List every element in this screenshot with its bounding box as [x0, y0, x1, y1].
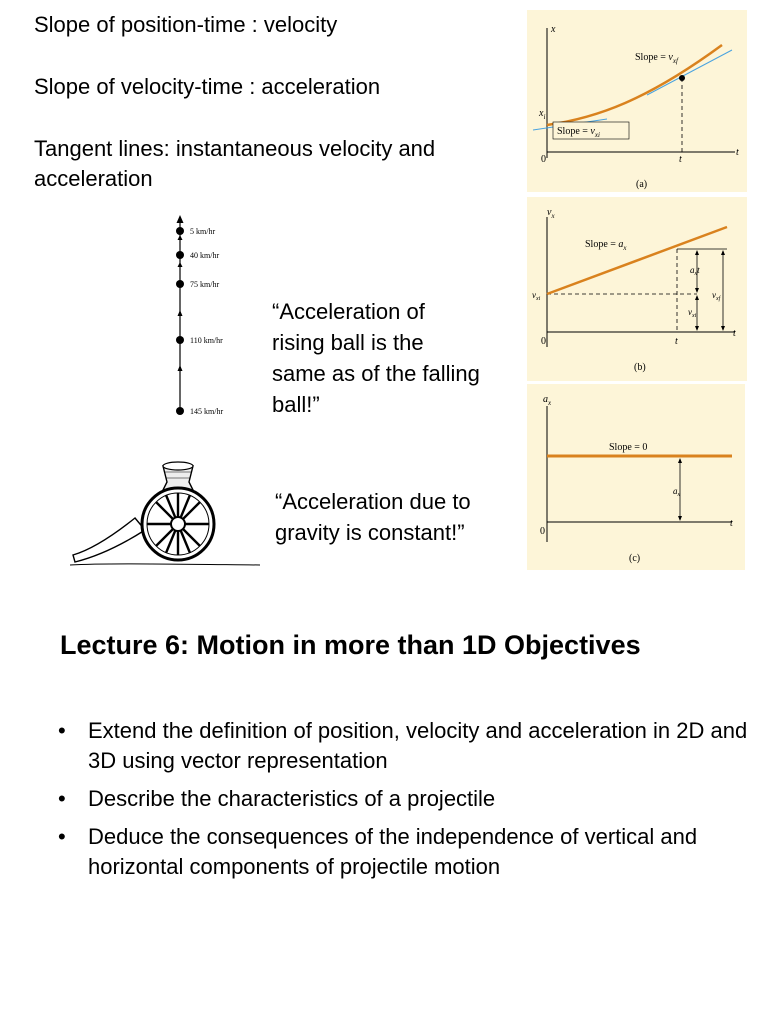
slope-label: Slope = $a_x$: [585, 239, 627, 252]
t-mark: t: [675, 336, 678, 347]
objective-text: Deduce the consequences of the independence of vertical and horizontal components of projectile motion: [88, 824, 698, 879]
delta-arrows: [697, 251, 723, 330]
velocity-line: [547, 227, 727, 294]
graph-velocity-time: [527, 197, 747, 381]
ball-trajectory-figure: [160, 215, 260, 420]
arrowhead-up-icon: [678, 458, 682, 463]
origin-label: 0: [541, 154, 546, 165]
objective-item: [58, 716, 748, 776]
vxi-label: $v_{xi}$: [688, 307, 697, 319]
objective-item: [58, 784, 748, 814]
cannon-trail: [73, 518, 145, 562]
arrow-up-icon: [178, 310, 183, 316]
bullet-icon: •: [58, 824, 66, 849]
quote-gravity-constant: “Acceleration due to gravity is constant!”: [275, 489, 471, 545]
speed-label: 5 km/hr: [190, 227, 216, 236]
arrow-up-icon: [177, 215, 184, 223]
graph-position-time: [527, 10, 747, 192]
origin-label: 0: [540, 526, 545, 537]
rise-label: $a_xt$: [690, 265, 700, 277]
arrow-up-icon: [178, 262, 183, 267]
arrow-up-icon: [178, 235, 183, 240]
ball-dot: [176, 336, 184, 344]
intro-line-velocity: Slope of position-time : velocity: [34, 12, 338, 37]
arrowhead-icons: [695, 250, 725, 331]
objectives-list: [58, 716, 748, 890]
caption-c: (c): [629, 553, 641, 564]
intro-line-tangent: Tangent lines: instantaneous velocity and acceleration: [34, 136, 436, 191]
wheel-hub: [171, 517, 185, 531]
ball-dot: [176, 280, 184, 288]
x-axis-label: t: [736, 147, 739, 158]
vxf-label: $v_{xf}$: [712, 290, 721, 302]
arrow-up-icon: [178, 365, 183, 371]
speed-label: 75 km/hr: [190, 280, 220, 289]
bullet-icon: •: [58, 718, 66, 743]
caption-b: (b): [634, 362, 646, 373]
intro-text: [34, 10, 514, 194]
quote-rising-ball: “Acceleration of rising ball is the same as of the falling ball!”: [272, 299, 480, 417]
objective-item: [58, 822, 748, 882]
y-axis-label: $a_x$: [543, 394, 552, 407]
caption-a: (a): [636, 179, 648, 190]
graph-a-canvas: [527, 10, 747, 192]
objective-text: Extend the definition of position, velocity and acceleration in 2D and 3D using vector representation: [88, 718, 748, 773]
cannon-muzzle: [163, 462, 193, 470]
slope-final-label: Slope = $v_{xf}$: [635, 52, 678, 65]
graph-b-canvas: [527, 197, 747, 381]
x-axis-label: t: [733, 328, 736, 339]
speed-label: 40 km/hr: [190, 251, 220, 260]
arrowhead-down-icon: [678, 516, 682, 521]
y-axis-label: x: [551, 24, 556, 35]
intro-line-acceleration: Slope of velocity-time : acceleration: [34, 74, 381, 99]
ball-dot: [176, 251, 184, 259]
speed-label: 110 km/hr: [190, 336, 223, 345]
intercept-label: $v_{xi}$: [532, 290, 541, 302]
graph-acceleration-time: [527, 384, 745, 570]
objective-text: Describe the characteristics of a projectile: [88, 786, 496, 811]
lecture-title: Lecture 6: Motion in more than 1D Objectives: [60, 630, 641, 660]
origin-label: 0: [541, 336, 546, 347]
intercept-label: $x_i$: [539, 108, 546, 121]
graph-c-canvas: [527, 384, 745, 570]
ball-dot: [176, 227, 184, 235]
height-label: $a_x$: [673, 486, 681, 498]
speed-label: 145 km/hr: [190, 407, 224, 416]
cannon-illustration: [65, 458, 265, 570]
bullet-icon: •: [58, 786, 66, 811]
t-mark: t: [679, 154, 682, 165]
y-axis-label: $v_x$: [547, 207, 555, 220]
ground-line: [70, 564, 260, 565]
x-axis-label: t: [730, 518, 733, 529]
ball-dot: [176, 407, 184, 415]
slope-initial-label: Slope = $v_{xi}$: [557, 126, 600, 139]
slope-zero-label: Slope = 0: [609, 442, 648, 453]
